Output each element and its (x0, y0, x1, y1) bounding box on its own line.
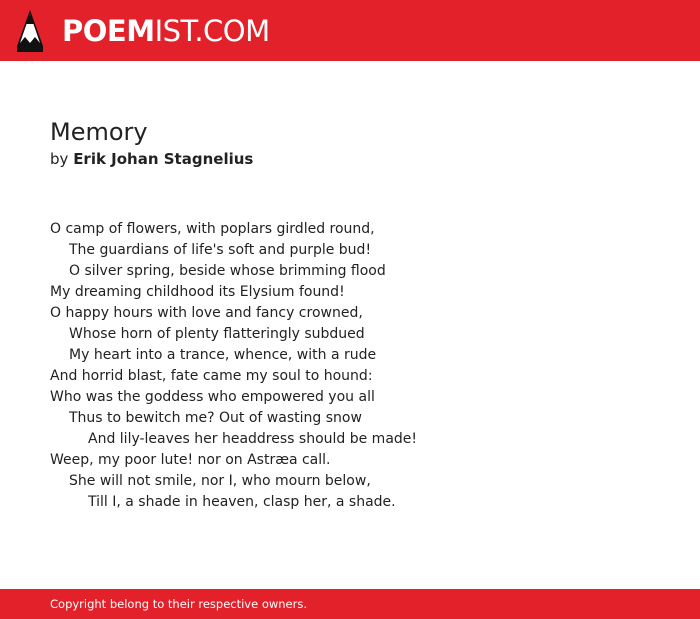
poem-line: Who was the goddess who empowered you all (50, 389, 375, 405)
poem-line: The guardians of life's soft and purple bud! (69, 242, 372, 258)
poem-line: Thus to bewitch me? Out of wasting snow (69, 410, 362, 426)
poem-line: Weep, my poor lute! nor on Astræa call. (50, 452, 331, 468)
poem-title: Memory (50, 118, 148, 146)
site-header (0, 0, 700, 61)
poem-line: O happy hours with love and fancy crowned, (50, 305, 363, 321)
site-footer (0, 589, 700, 619)
poem-line: Till I, a shade in heaven, clasp her, a shade. (88, 494, 396, 510)
poem-line: Whose horn of plenty flatteringly subdued (69, 326, 365, 342)
poem-line: And horrid blast, fate came my soul to hound: (50, 368, 373, 384)
copyright-text: Copyright belong to their respective owners. (50, 597, 308, 611)
logo-light-text: IST.COM (154, 14, 270, 48)
poem-byline (50, 148, 253, 170)
poem-line: My heart into a trance, whence, with a rude (69, 347, 377, 363)
site-logo[interactable] (62, 12, 270, 50)
poem-body (50, 219, 650, 513)
poem-line: O silver spring, beside whose brimming flood (69, 263, 386, 279)
logo-bold-text: POEM (62, 14, 155, 48)
by-label: by (50, 150, 69, 168)
pencil-tip-icon[interactable] (17, 10, 43, 52)
poem-line: And lily-leaves her headdress should be made! (88, 431, 418, 447)
author-name: Erik Johan Stagnelius (73, 150, 254, 168)
poem-line: She will not smile, nor I, who mourn below, (69, 473, 371, 489)
poem-line: My dreaming childhood its Elysium found! (50, 284, 345, 300)
poem-line: O camp of flowers, with poplars girdled round, (50, 221, 375, 237)
